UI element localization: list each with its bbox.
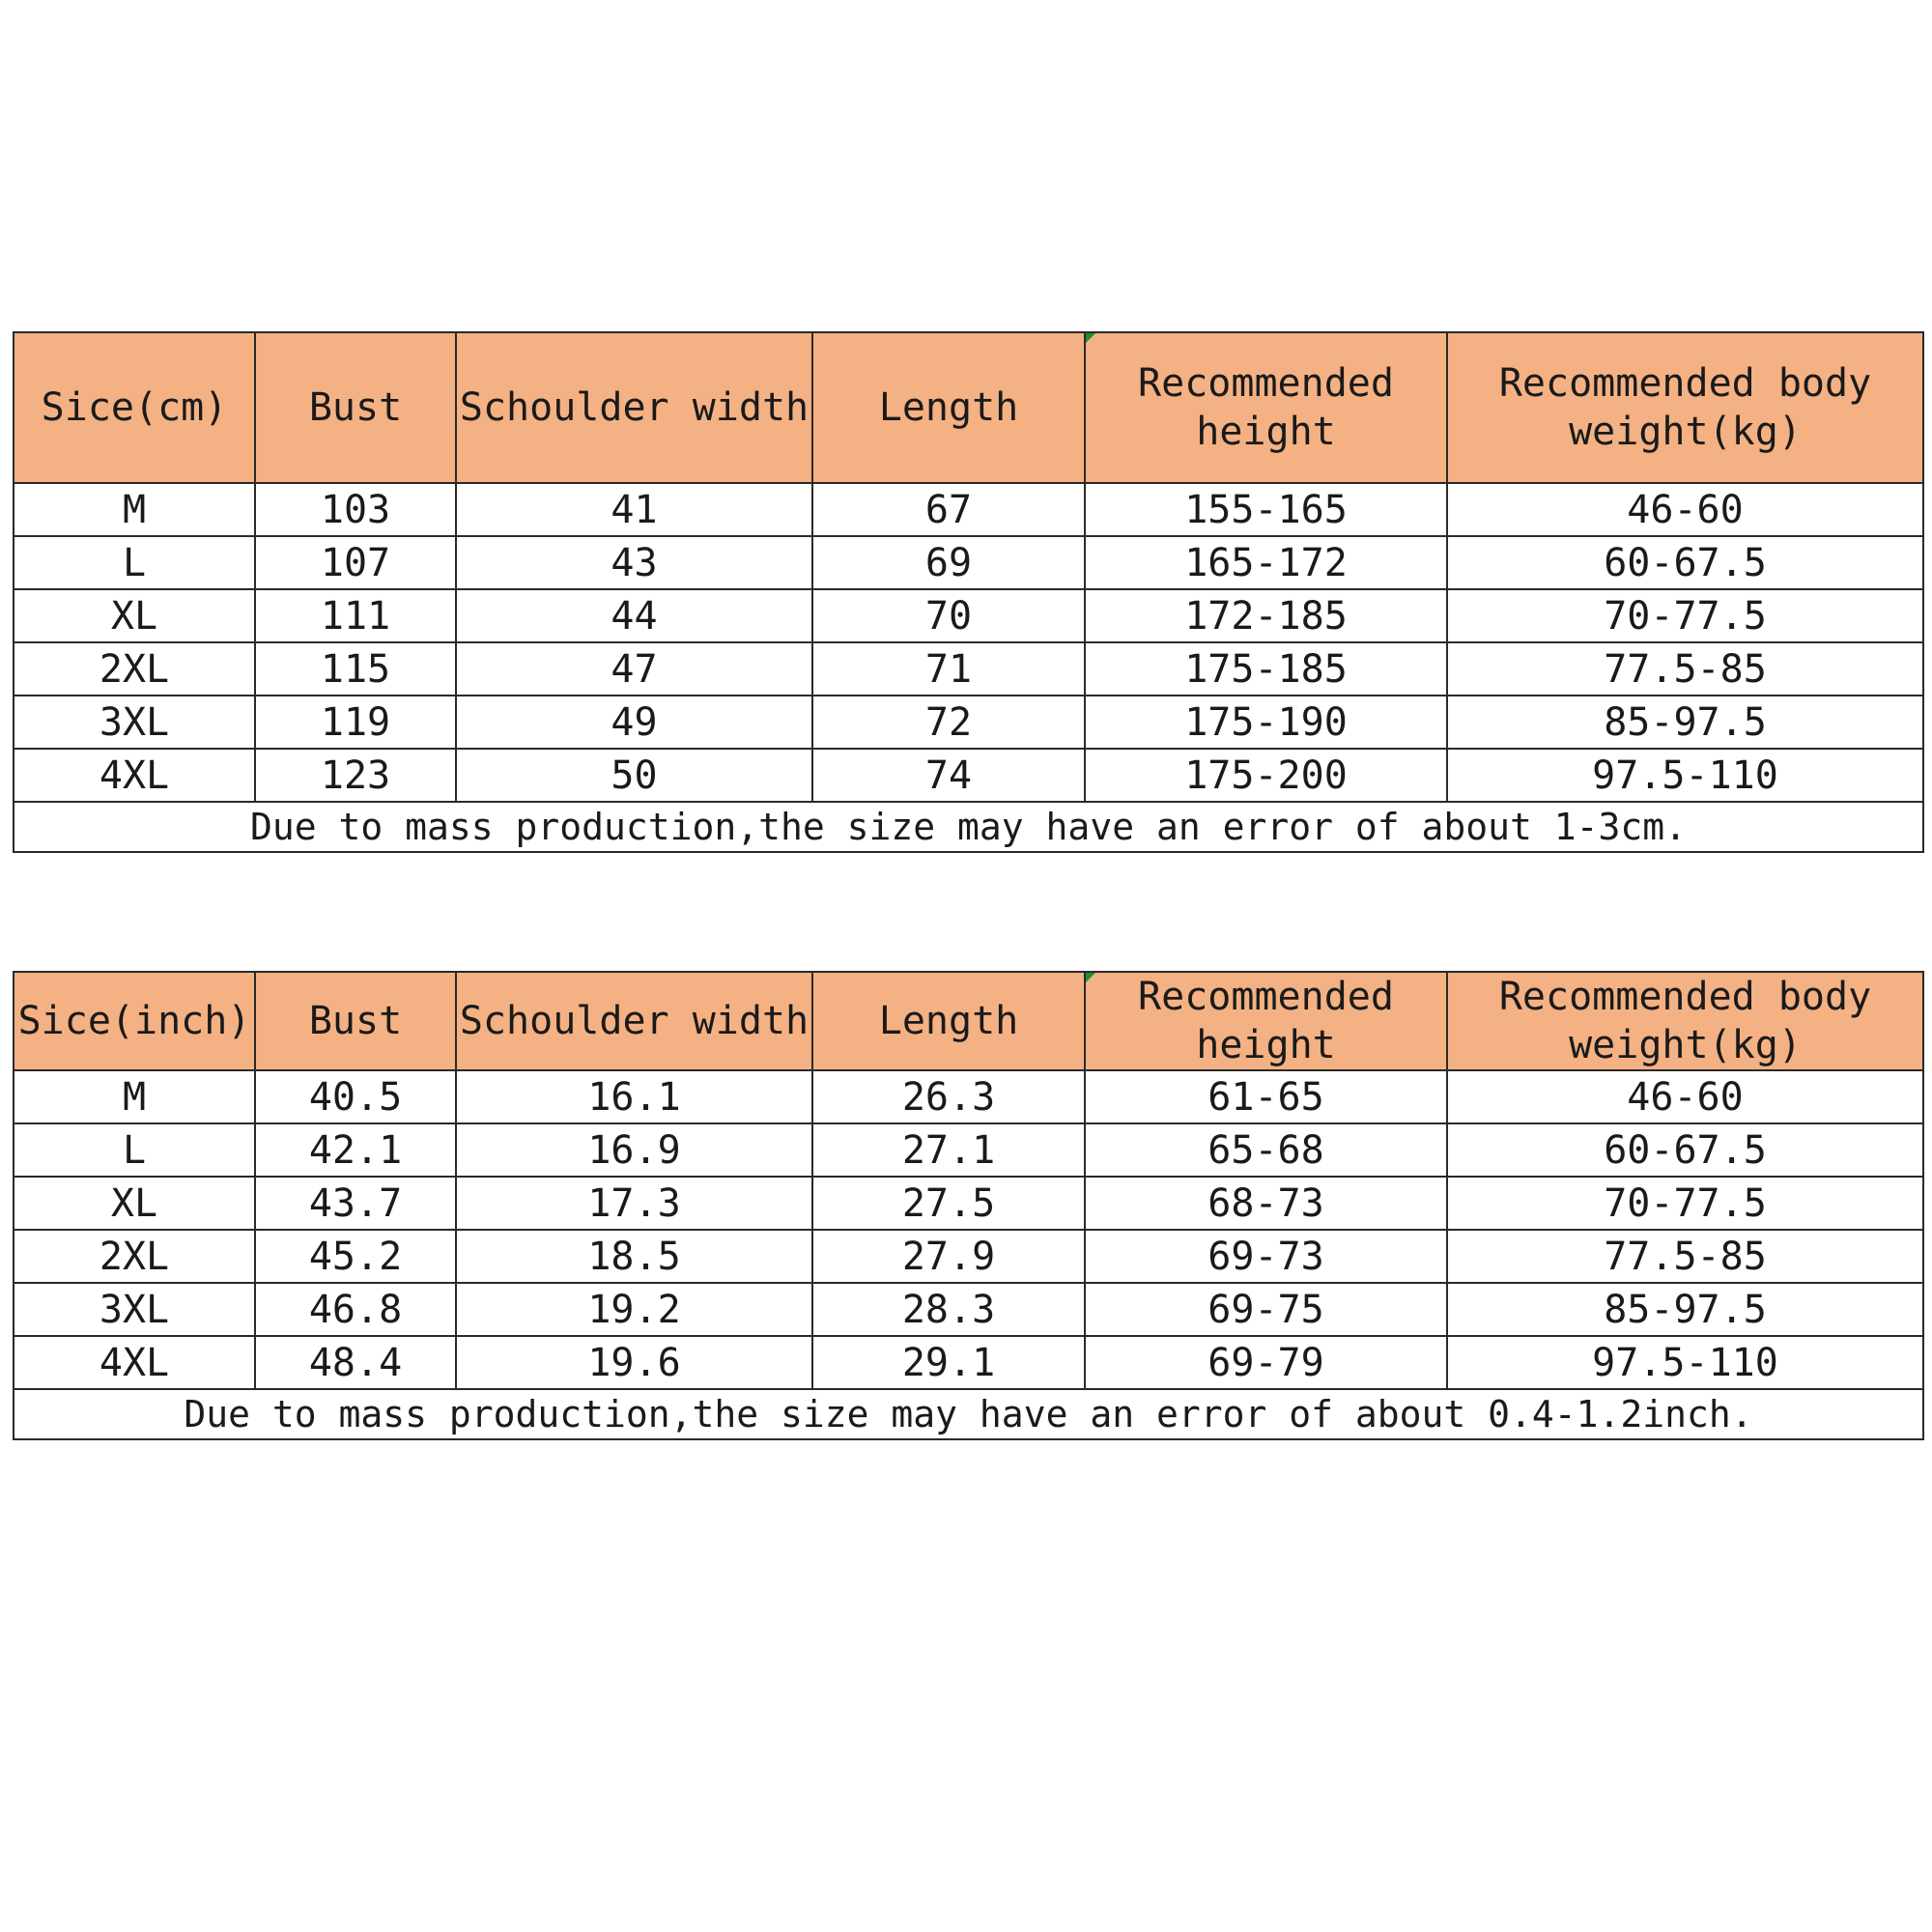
table-row (14, 696, 1923, 749)
cell-length: 26.3 (812, 1070, 1085, 1123)
cell-bust: 42.1 (255, 1123, 456, 1177)
cell-recommended-weight: 46-60 (1447, 1070, 1923, 1123)
cell-recommended-weight: 85-97.5 (1447, 1283, 1923, 1336)
table-header-row (14, 972, 1923, 1070)
cell-length: 69 (812, 536, 1085, 589)
table-row (14, 589, 1923, 642)
table-note-row (14, 802, 1923, 852)
cell-bust: 46.8 (255, 1283, 456, 1336)
cell-size: 2XL (14, 1230, 255, 1283)
cell-bust: 48.4 (255, 1336, 456, 1389)
cell-bust: 107 (255, 536, 456, 589)
cell-bust: 123 (255, 749, 456, 802)
cell-size: 3XL (14, 696, 255, 749)
cell-size: 2XL (14, 642, 255, 696)
cell-bust: 115 (255, 642, 456, 696)
cell-size: M (14, 1070, 255, 1123)
header-size: Sice(cm) (14, 332, 255, 483)
cell-recommended-weight: 70-77.5 (1447, 1177, 1923, 1230)
cell-size: L (14, 536, 255, 589)
cell-size: XL (14, 1177, 255, 1230)
header-recommended-height: Recommended height (1085, 332, 1447, 483)
size-error-note: Due to mass production,the size may have an error of about 1-3cm. (14, 802, 1923, 852)
cell-shoulder-width: 18.5 (456, 1230, 812, 1283)
table-row (14, 1336, 1923, 1389)
cell-recommended-weight: 60-67.5 (1447, 536, 1923, 589)
header-shoulder-width: Schoulder width (456, 332, 812, 483)
cell-shoulder-width: 17.3 (456, 1177, 812, 1230)
cell-shoulder-width: 44 (456, 589, 812, 642)
cell-bust: 119 (255, 696, 456, 749)
cell-length: 71 (812, 642, 1085, 696)
cell-length: 27.1 (812, 1123, 1085, 1177)
cell-recommended-height: 69-79 (1085, 1336, 1447, 1389)
header-bust: Bust (255, 972, 456, 1070)
table-header-row (14, 332, 1923, 483)
cell-length: 70 (812, 589, 1085, 642)
table-row (14, 536, 1923, 589)
table-row (14, 1123, 1923, 1177)
cell-recommended-height: 175-185 (1085, 642, 1447, 696)
cell-bust: 40.5 (255, 1070, 456, 1123)
cell-recommended-height: 69-75 (1085, 1283, 1447, 1336)
cell-recommended-weight: 46-60 (1447, 483, 1923, 536)
cell-size: XL (14, 589, 255, 642)
table-note-row (14, 1389, 1923, 1439)
cell-shoulder-width: 50 (456, 749, 812, 802)
cell-bust: 43.7 (255, 1177, 456, 1230)
cell-length: 67 (812, 483, 1085, 536)
table-row (14, 1230, 1923, 1283)
cell-recommended-height: 175-190 (1085, 696, 1447, 749)
cell-recommended-weight: 60-67.5 (1447, 1123, 1923, 1177)
cell-size: 3XL (14, 1283, 255, 1336)
header-recommended-weight: Recommended body weight(kg) (1447, 332, 1923, 483)
cell-size: 4XL (14, 1336, 255, 1389)
table-row (14, 1283, 1923, 1336)
cell-size: L (14, 1123, 255, 1177)
cell-shoulder-width: 41 (456, 483, 812, 536)
cell-length: 27.9 (812, 1230, 1085, 1283)
cell-length: 27.5 (812, 1177, 1085, 1230)
cell-bust: 111 (255, 589, 456, 642)
size-table-cm (13, 331, 1924, 853)
table-row (14, 1070, 1923, 1123)
cell-shoulder-width: 16.9 (456, 1123, 812, 1177)
cell-recommended-height: 155-165 (1085, 483, 1447, 536)
header-size: Sice(inch) (14, 972, 255, 1070)
cell-recommended-weight: 70-77.5 (1447, 589, 1923, 642)
cell-shoulder-width: 49 (456, 696, 812, 749)
table-row (14, 642, 1923, 696)
cell-recommended-height: 175-200 (1085, 749, 1447, 802)
header-length: Length (812, 972, 1085, 1070)
cell-recommended-height: 65-68 (1085, 1123, 1447, 1177)
cell-recommended-weight: 97.5-110 (1447, 749, 1923, 802)
cell-bust: 45.2 (255, 1230, 456, 1283)
cell-shoulder-width: 43 (456, 536, 812, 589)
cell-length: 28.3 (812, 1283, 1085, 1336)
cell-size: 4XL (14, 749, 255, 802)
header-shoulder-width: Schoulder width (456, 972, 812, 1070)
cell-recommended-height: 165-172 (1085, 536, 1447, 589)
cell-recommended-height: 61-65 (1085, 1070, 1447, 1123)
header-recommended-weight: Recommended body weight(kg) (1447, 972, 1923, 1070)
cell-comment-marker-icon (1086, 973, 1095, 982)
header-bust: Bust (255, 332, 456, 483)
cell-recommended-weight: 77.5-85 (1447, 642, 1923, 696)
cell-recommended-weight: 77.5-85 (1447, 1230, 1923, 1283)
cell-length: 74 (812, 749, 1085, 802)
cell-recommended-height: 68-73 (1085, 1177, 1447, 1230)
cell-shoulder-width: 19.6 (456, 1336, 812, 1389)
cell-recommended-height: 69-73 (1085, 1230, 1447, 1283)
size-error-note: Due to mass production,the size may have an error of about 0.4-1.2inch. (14, 1389, 1923, 1439)
cell-bust: 103 (255, 483, 456, 536)
cell-shoulder-width: 19.2 (456, 1283, 812, 1336)
header-length: Length (812, 332, 1085, 483)
cell-size: M (14, 483, 255, 536)
header-recommended-height: Recommended height (1085, 972, 1447, 1070)
cell-comment-marker-icon (1086, 333, 1095, 343)
cell-length: 72 (812, 696, 1085, 749)
table-row (14, 1177, 1923, 1230)
cell-length: 29.1 (812, 1336, 1085, 1389)
table-row (14, 483, 1923, 536)
cell-shoulder-width: 16.1 (456, 1070, 812, 1123)
cell-recommended-weight: 97.5-110 (1447, 1336, 1923, 1389)
cell-shoulder-width: 47 (456, 642, 812, 696)
size-table-inch (13, 971, 1924, 1440)
cell-recommended-height: 172-185 (1085, 589, 1447, 642)
table-row (14, 749, 1923, 802)
cell-recommended-weight: 85-97.5 (1447, 696, 1923, 749)
